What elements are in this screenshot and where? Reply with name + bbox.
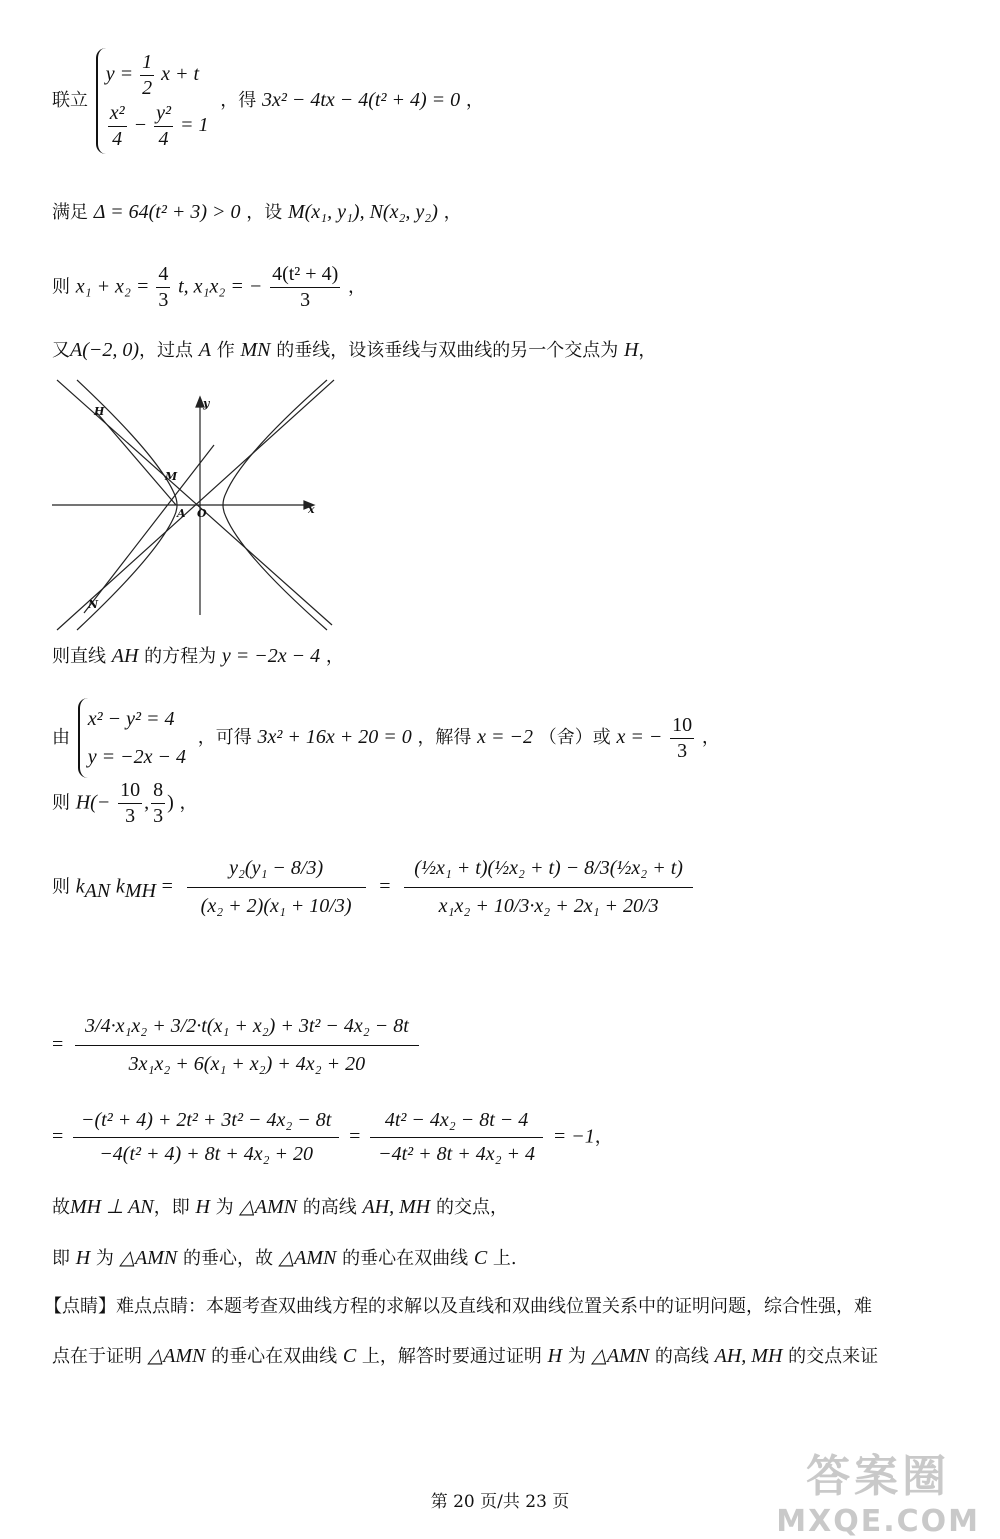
sub-an: AN xyxy=(84,880,111,903)
frac-num: 10 xyxy=(670,713,694,739)
line-ah-equation xyxy=(52,646,344,666)
var-ah: AH xyxy=(111,645,139,667)
frac-num: 8 xyxy=(151,778,165,804)
label-n: N xyxy=(88,598,99,611)
fraction-h-x xyxy=(118,778,142,829)
frac-den: x₁x₂ + 10/3·x₂ + 2x₁ + 20/3 xyxy=(438,895,659,917)
equals: = xyxy=(52,1125,64,1148)
punct: ， xyxy=(179,792,198,814)
equals-2: = xyxy=(379,875,391,898)
line-conclusion-1 xyxy=(52,1197,508,1217)
text-she-huo: （舍）或 xyxy=(538,727,611,748)
equals-2: = xyxy=(349,1125,361,1148)
frac-den: 4 xyxy=(158,128,169,150)
hyperbola-figure xyxy=(52,375,352,635)
var-h: H xyxy=(547,1345,563,1367)
vieta-sum-left: x₁ + x₂ = xyxy=(75,275,155,298)
punct: ， xyxy=(701,727,720,748)
var-h: H xyxy=(623,339,639,361)
fraction-step-2 xyxy=(75,1008,419,1083)
text-dianzaiyu: 点在于证明 xyxy=(52,1346,142,1367)
text-chuixin-zai: 的垂心在双曲线 xyxy=(211,1346,338,1367)
line-perpendicular xyxy=(52,340,656,360)
punct: ， xyxy=(325,646,344,667)
fraction-k-2 xyxy=(404,850,693,925)
var-h: H xyxy=(195,1196,210,1218)
text-ze3: 则 xyxy=(52,876,70,898)
comma: , xyxy=(144,791,150,814)
frac-den: −4t² + 8t + 4x₂ + 4 xyxy=(378,1143,536,1165)
text-zhixian: 则直线 xyxy=(52,646,106,667)
text-chuixian: 的垂线，设该垂线与双曲线的另一个交点为 xyxy=(276,340,619,361)
sys2-row2: y = −2x − 4 xyxy=(87,746,186,768)
label-a: A xyxy=(177,507,186,520)
root-2-prefix: x = − xyxy=(616,726,663,748)
line-comment-1 xyxy=(44,1298,872,1316)
text-ze: 则 xyxy=(52,276,70,298)
line-step-2 xyxy=(52,1008,421,1083)
text-ji: ，即 xyxy=(153,1197,190,1218)
frac-den: (x₂ + 2)(x₁ + 10/3) xyxy=(200,895,352,917)
text-gu: 故 xyxy=(52,1197,70,1218)
frac-den: 3 xyxy=(153,805,164,827)
frac-num: y₂(y₁ − 8/3) xyxy=(187,850,366,888)
text-she: ，设 xyxy=(246,202,283,223)
triangle-amn: △AMN xyxy=(147,1345,206,1367)
vars-ah-mh: AH, MH xyxy=(714,1345,783,1367)
equals: = xyxy=(52,1033,64,1056)
comment-text: 【点睛】难点点睛：本题考查双曲线方程的求解以及直线和双曲线位置关系中的证明问题，综合性强，难 xyxy=(44,1296,872,1317)
fraction-half xyxy=(140,50,154,101)
line-conclusion-2 xyxy=(52,1248,517,1268)
var-a: A xyxy=(198,339,211,361)
equation-quadratic-1: 3x² − 4tx − 4(t² + 4) = 0 xyxy=(261,89,461,111)
punct: ， xyxy=(638,340,657,361)
equation-discriminant: Δ = 64(t² + 3) > 0 xyxy=(93,201,241,223)
fraction-h-y xyxy=(151,778,165,829)
sys1-eq: = 1 xyxy=(179,114,209,137)
point-h-prefix: H(− xyxy=(75,791,111,814)
text-wei3: 为 xyxy=(567,1346,586,1367)
frac-den: 3 xyxy=(677,739,688,762)
label-m: M xyxy=(165,470,178,483)
label-x: x xyxy=(308,503,315,516)
text-ze2: 则 xyxy=(52,792,70,814)
label-o: O xyxy=(197,507,207,520)
frac-num: (½x₁ + t)(½x₂ + t) − 8/3(½x₂ + t) xyxy=(404,850,693,888)
frac-num: 4(t² + 4) xyxy=(270,262,340,288)
watermark-url: MXQE.COM xyxy=(776,1504,980,1539)
text-manzu: 满足 xyxy=(52,202,88,223)
result-minus-one: = −1 xyxy=(552,1125,595,1148)
text-de: ，得 xyxy=(220,90,257,111)
punct: ， xyxy=(594,1126,613,1148)
var-h: H xyxy=(75,1247,91,1269)
sys2-row1: x² − y² = 4 xyxy=(87,708,175,730)
frac-num: −(t² + 4) + 2t² + 3t² − 4x₂ − 8t xyxy=(73,1104,339,1138)
point-a: A(−2, 0) xyxy=(70,339,140,361)
frac-num: 10 xyxy=(118,778,142,804)
var-c: C xyxy=(342,1345,357,1367)
text-wei: 为 xyxy=(215,1197,234,1218)
fraction-10-3 xyxy=(670,713,694,764)
sub-mh: MH xyxy=(124,880,156,903)
vieta-product-left: t, x₁x₂ = − xyxy=(178,275,263,298)
frac-num: 4t² − 4x₂ − 8t − 4 xyxy=(370,1104,543,1138)
k-mh: k xyxy=(115,875,125,898)
text-jiede: ，解得 xyxy=(417,727,472,748)
line-solve xyxy=(52,698,720,778)
sys1-row1-b: x + t xyxy=(161,63,200,86)
text-lianli: 联立 xyxy=(52,90,88,111)
text-you: 又 xyxy=(52,340,70,361)
equation-ah: y = −2x − 4 xyxy=(221,645,321,667)
equation-system-1 xyxy=(96,48,209,154)
triangle-amn: △AMN xyxy=(119,1247,178,1269)
vars-ah-mh: AH, MH xyxy=(362,1196,431,1218)
sys1-minus: − xyxy=(133,114,148,137)
frac-num: 4 xyxy=(156,262,170,288)
text-chuixin: 的垂心，故 xyxy=(183,1248,273,1269)
text-fangcheng: 的方程为 xyxy=(144,646,217,667)
frac-den: 3 xyxy=(158,289,169,311)
line-comment-2 xyxy=(52,1346,878,1366)
root-1: x = −2 xyxy=(477,726,534,748)
text-you2: 由 xyxy=(52,727,70,748)
equals: = xyxy=(161,875,173,898)
line-ah xyxy=(97,413,176,505)
line-discriminant xyxy=(52,202,462,222)
text-zuo: 作 xyxy=(216,340,235,361)
fraction-step-3a xyxy=(73,1104,339,1171)
line-system-1 xyxy=(52,48,484,154)
text-shang: 上. xyxy=(492,1248,517,1269)
fraction-x2-4 xyxy=(108,101,127,152)
frac-num: x² xyxy=(108,101,127,127)
line-vieta xyxy=(52,262,366,313)
punct: ， xyxy=(465,90,484,111)
label-h: H xyxy=(94,405,105,418)
frac-num: 1 xyxy=(140,50,154,76)
fraction-y2-4 xyxy=(154,101,173,152)
frac-den: 3x₁x₂ + 6(x₁ + x₂) + 4x₂ + 20 xyxy=(128,1053,366,1075)
punct: ， xyxy=(443,202,462,223)
frac-num: 3/4·x₁x₂ + 3/2·t(x₁ + x₂) + 3t² − 4x₂ − 8t xyxy=(75,1008,419,1046)
frac-den: 3 xyxy=(300,289,311,311)
label-y: y xyxy=(203,397,210,410)
triangle-amn: △AMN xyxy=(239,1196,297,1218)
text-kede: ，可得 xyxy=(197,727,252,748)
statement-perp: MH ⊥ AN xyxy=(70,1196,154,1218)
frac-den: 4 xyxy=(112,128,123,150)
text-jiedashi: 上，解答时要通过证明 xyxy=(361,1346,542,1367)
points-m-n: M(x₁, y₁), N(x₂, y₂) xyxy=(287,201,438,223)
var-c: C xyxy=(473,1247,488,1269)
line-slope-product xyxy=(52,850,701,925)
text-ji2: 即 xyxy=(52,1248,70,1269)
text-zaishuangquxian: 的垂心在双曲线 xyxy=(342,1248,469,1269)
text-guodian: ，过点 xyxy=(139,340,194,361)
watermark-logo-text: 答案圈 xyxy=(806,1451,951,1502)
text-gaoxian: 的高线 xyxy=(302,1197,357,1218)
frac-den: 2 xyxy=(142,77,153,99)
fraction-4-3 xyxy=(156,262,170,313)
punct: ， xyxy=(347,276,366,298)
k-an: k xyxy=(75,875,85,898)
text-gaoxian2: 的高线 xyxy=(654,1346,709,1367)
paren-close: ) xyxy=(167,791,174,814)
triangle-amn-2: △AMN xyxy=(591,1345,650,1367)
equation-system-2 xyxy=(78,698,186,778)
text-wei2: 为 xyxy=(95,1248,114,1269)
frac-num: y² xyxy=(154,101,173,127)
var-mn: MN xyxy=(240,339,271,361)
page-footer: 第 20 页/共 23 页 xyxy=(430,1492,570,1512)
text-jiaodianlaizheng: 的交点来证 xyxy=(788,1346,879,1367)
frac-den: −4(t² + 4) + 8t + 4x₂ + 20 xyxy=(99,1143,314,1165)
fraction-step-3b xyxy=(370,1104,543,1171)
sys1-row1-a: y = xyxy=(105,63,139,86)
fraction-k-1 xyxy=(187,850,366,925)
triangle-amn-2: △AMN xyxy=(278,1247,337,1269)
line-step-3 xyxy=(52,1104,613,1171)
equation-quadratic-2: 3x² + 16x + 20 = 0 xyxy=(257,726,412,748)
line-mn xyxy=(84,445,214,613)
frac-den: 3 xyxy=(125,805,136,827)
line-point-h xyxy=(52,778,197,829)
fraction-product xyxy=(270,262,340,313)
text-jiaodian: 的交点， xyxy=(435,1197,508,1218)
